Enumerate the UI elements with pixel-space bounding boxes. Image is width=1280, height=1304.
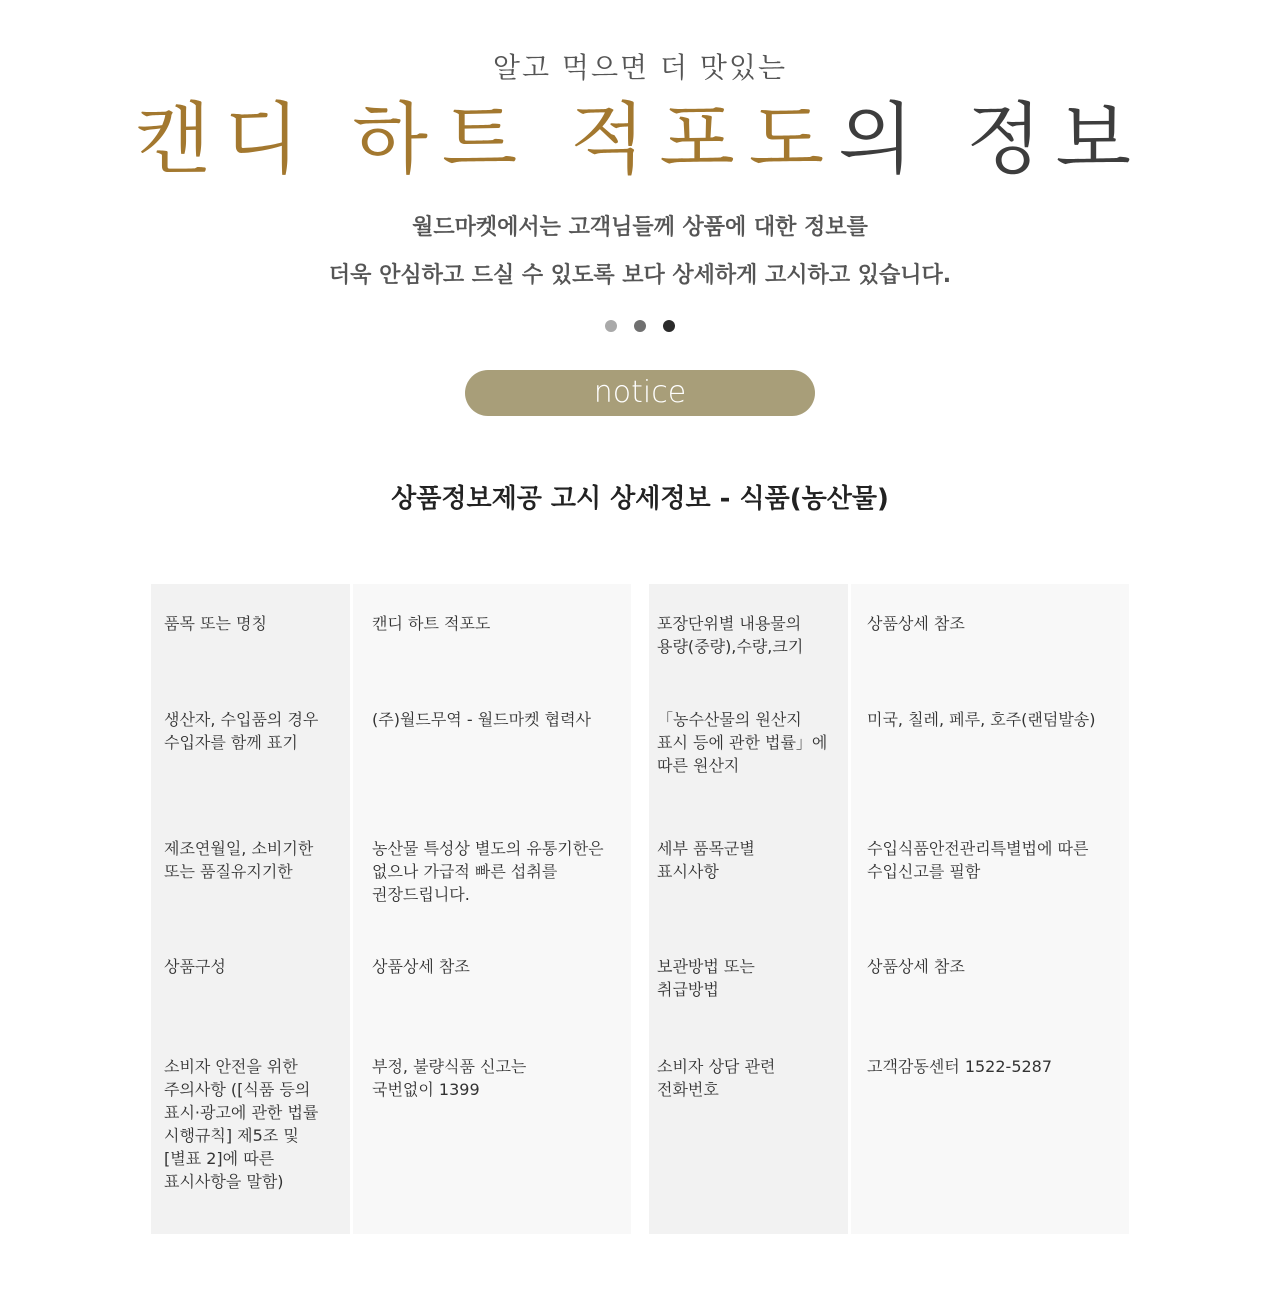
slide-dot-1[interactable] [605,320,617,332]
info-label: 품목 또는 명칭 [164,614,267,633]
headline-suffix: 의 정보 [838,95,1145,185]
info-label: 상품구성 [164,957,226,976]
slide-dot-2[interactable] [634,320,646,332]
headline-product-name: 캔디 하트 적포도 [135,95,839,185]
info-value: 상품상세 참조 [867,614,965,633]
hero-description-line2: 더욱 안심하고 드실 수 있도록 보다 상세하게 고시하고 있습니다. [328,263,952,288]
info-label: 소비자 상담 관련 전화번호 [657,1057,776,1099]
info-label: 세부 품목군별 표시사항 [657,839,755,881]
hero-subtitle: 알고 먹으면 더 맛있는 [492,51,788,84]
info-value: 농산물 특성상 별도의 유통기한은 없으나 가급적 빠른 섭취를 권장드립니다. [372,839,604,904]
slide-dot-3[interactable] [663,320,675,332]
info-value: 상품상세 참조 [867,957,965,976]
info-value: 상품상세 참조 [372,957,470,976]
notice-badge: notice [465,370,815,416]
info-value: 고객감동센터 1522-5287 [867,1057,1053,1076]
slide-indicator [0,320,1280,332]
info-label: 보관방법 또는 취급방법 [657,957,755,999]
info-label: 소비자 안전을 위한 주의사항 ([식품 등의 표시·광고에 관한 법률 시행규칙] 제5조 및 [별표 2]에 따른 표시사항을 말함) [164,1057,319,1191]
info-label: 「농수산물의 원산지 표시 등에 관한 법률」에 따른 원산지 [657,710,828,775]
info-label: 포장단위별 내용물의 용량(중량),수량,크기 [657,614,804,656]
info-value: 수입식품안전관리특별법에 따른 수입신고를 필함 [867,839,1089,881]
section-title: 상품정보제공 고시 상세정보 - 식품(농산물) [391,484,889,514]
hero-description-line1: 월드마켓에서는 고객님들께 상품에 대한 정보를 [412,215,868,240]
info-label: 제조연월일, 소비기한 또는 품질유지기한 [164,839,314,881]
product-info-table [151,584,1129,1234]
left-value-column [353,584,631,1234]
info-value: 부정, 불량식품 신고는 국번없이 1399 [372,1057,527,1099]
right-label-column [649,584,848,1234]
info-value: 미국, 칠레, 페루, 호주(랜덤발송) [867,710,1096,729]
info-label: 생산자, 수입품의 경우 수입자를 함께 표기 [164,710,319,752]
left-label-column [151,584,350,1234]
info-value: (주)월드무역 - 월드마켓 협력사 [372,710,591,729]
hero-headline [0,92,1280,188]
right-value-column [851,584,1129,1234]
info-value: 캔디 하트 적포도 [372,614,491,633]
